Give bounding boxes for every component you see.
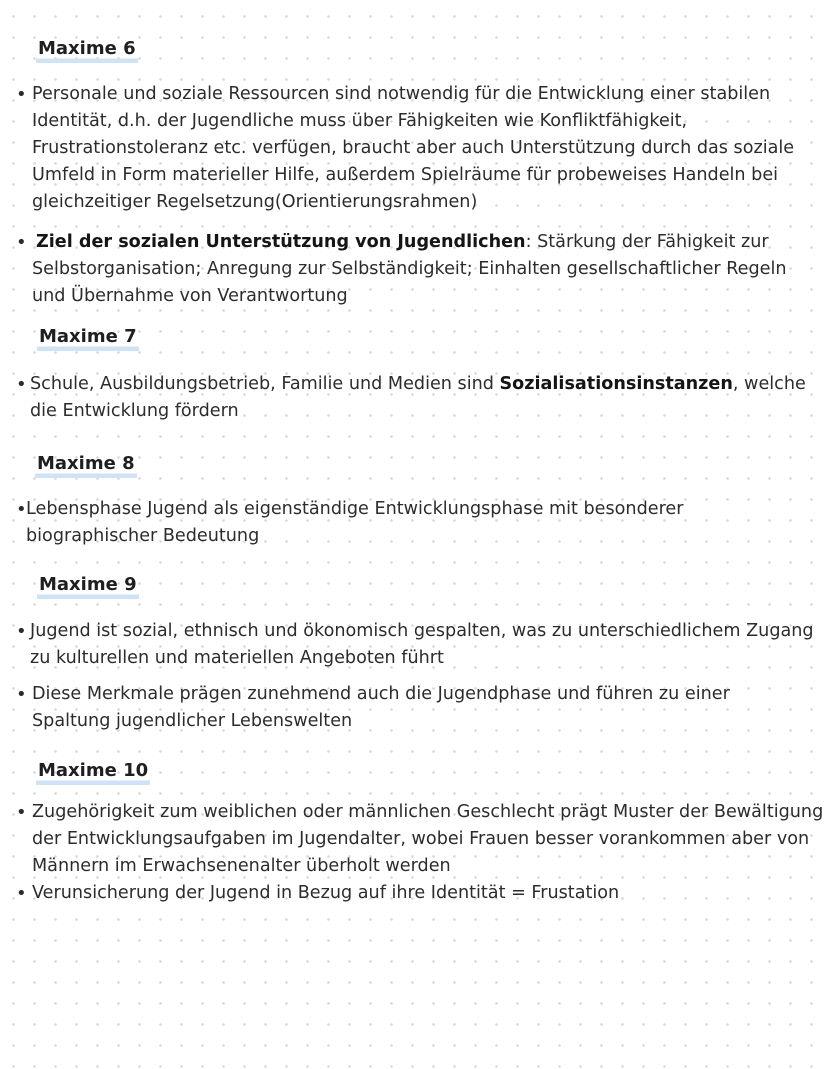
list-item <box>16 371 822 425</box>
list-item-text: Diese Merkmale prägen zunehmend auch die Jugendphase und führen zu einer Spaltung jugendlicher Lebenswelten <box>32 684 730 731</box>
bullet-icon: • <box>16 499 27 520</box>
list-item <box>16 880 822 907</box>
list-item-bold-text: Ziel der sozialen Unterstützung von Jugendlichen <box>36 232 526 252</box>
list-item-text: Schule, Ausbildungsbetrieb, Familie und Medien sind <box>30 374 500 394</box>
bullet-icon: • <box>16 684 27 705</box>
list-item-text: Verunsicherung der Jugend in Bezug auf ihre Identität = Frustation <box>32 883 620 903</box>
list-item-text: , welche die Entwicklung fördern <box>30 374 806 421</box>
bullet-icon: • <box>16 374 27 395</box>
list-item-text: Zugehörigkeit zum weiblichen oder männlichen Geschlecht prägt Muster der Bewältigung der Entwicklungsaufgaben im Jugendalter, wobei Frauen besser vorankommen aber von Männern im Erwachsenenalter überholt werden <box>32 802 824 876</box>
list-item-text: Personale und soziale Ressourcen sind notwendig für die Entwicklung einer stabilen Identität, d.h. der Jugendliche muss über Fähigkeiten wie Konfliktfähigkeit, Frustrationstoleranz etc. verfügen, braucht aber auch Unterstützung durch das soziale Umfeld in Form materieller Hilfe, außerdem Spielräume für probeweises Handeln bei gleichzeitiger Regelsetzung(Orientierungsrahmen) <box>32 84 795 212</box>
section-heading-maxime-7: Maxime 7 <box>37 326 139 351</box>
list-item <box>16 229 822 310</box>
section-heading-maxime-8: Maxime 8 <box>35 453 137 478</box>
section-heading-maxime-6: Maxime 6 <box>36 38 138 63</box>
bullet-icon: • <box>16 84 27 105</box>
bullet-icon: • <box>16 883 27 904</box>
bullet-icon: • <box>16 802 27 823</box>
list-item <box>16 496 822 550</box>
list-item-text: Lebensphase Jugend als eigenständige Entwicklungsphase mit besonderer biographischer Bedeutung <box>26 499 684 546</box>
list-item-bold-text: Sozialisationsinstanzen <box>499 374 733 394</box>
section-heading-maxime-9: Maxime 9 <box>37 574 139 599</box>
bullet-icon: • <box>16 232 27 253</box>
list-item <box>16 618 822 672</box>
bullet-icon: • <box>16 621 27 642</box>
section-heading-maxime-10: Maxime 10 <box>36 760 150 785</box>
list-item <box>16 681 822 735</box>
list-item-text: Jugend ist sozial, ethnisch und ökonomisch gespalten, was zu unterschiedlichem Zugang zu kulturellen und materiellen Angeboten führt <box>30 621 814 668</box>
list-item-text: : Stärkung der Fähigkeit zur Selbstorganisation; Anregung zur Selbständigkeit; Einhalten gesellschaftlicher Regeln und Übernahme von Verantwortung <box>32 232 787 306</box>
list-item <box>16 799 826 880</box>
list-item <box>16 81 822 216</box>
